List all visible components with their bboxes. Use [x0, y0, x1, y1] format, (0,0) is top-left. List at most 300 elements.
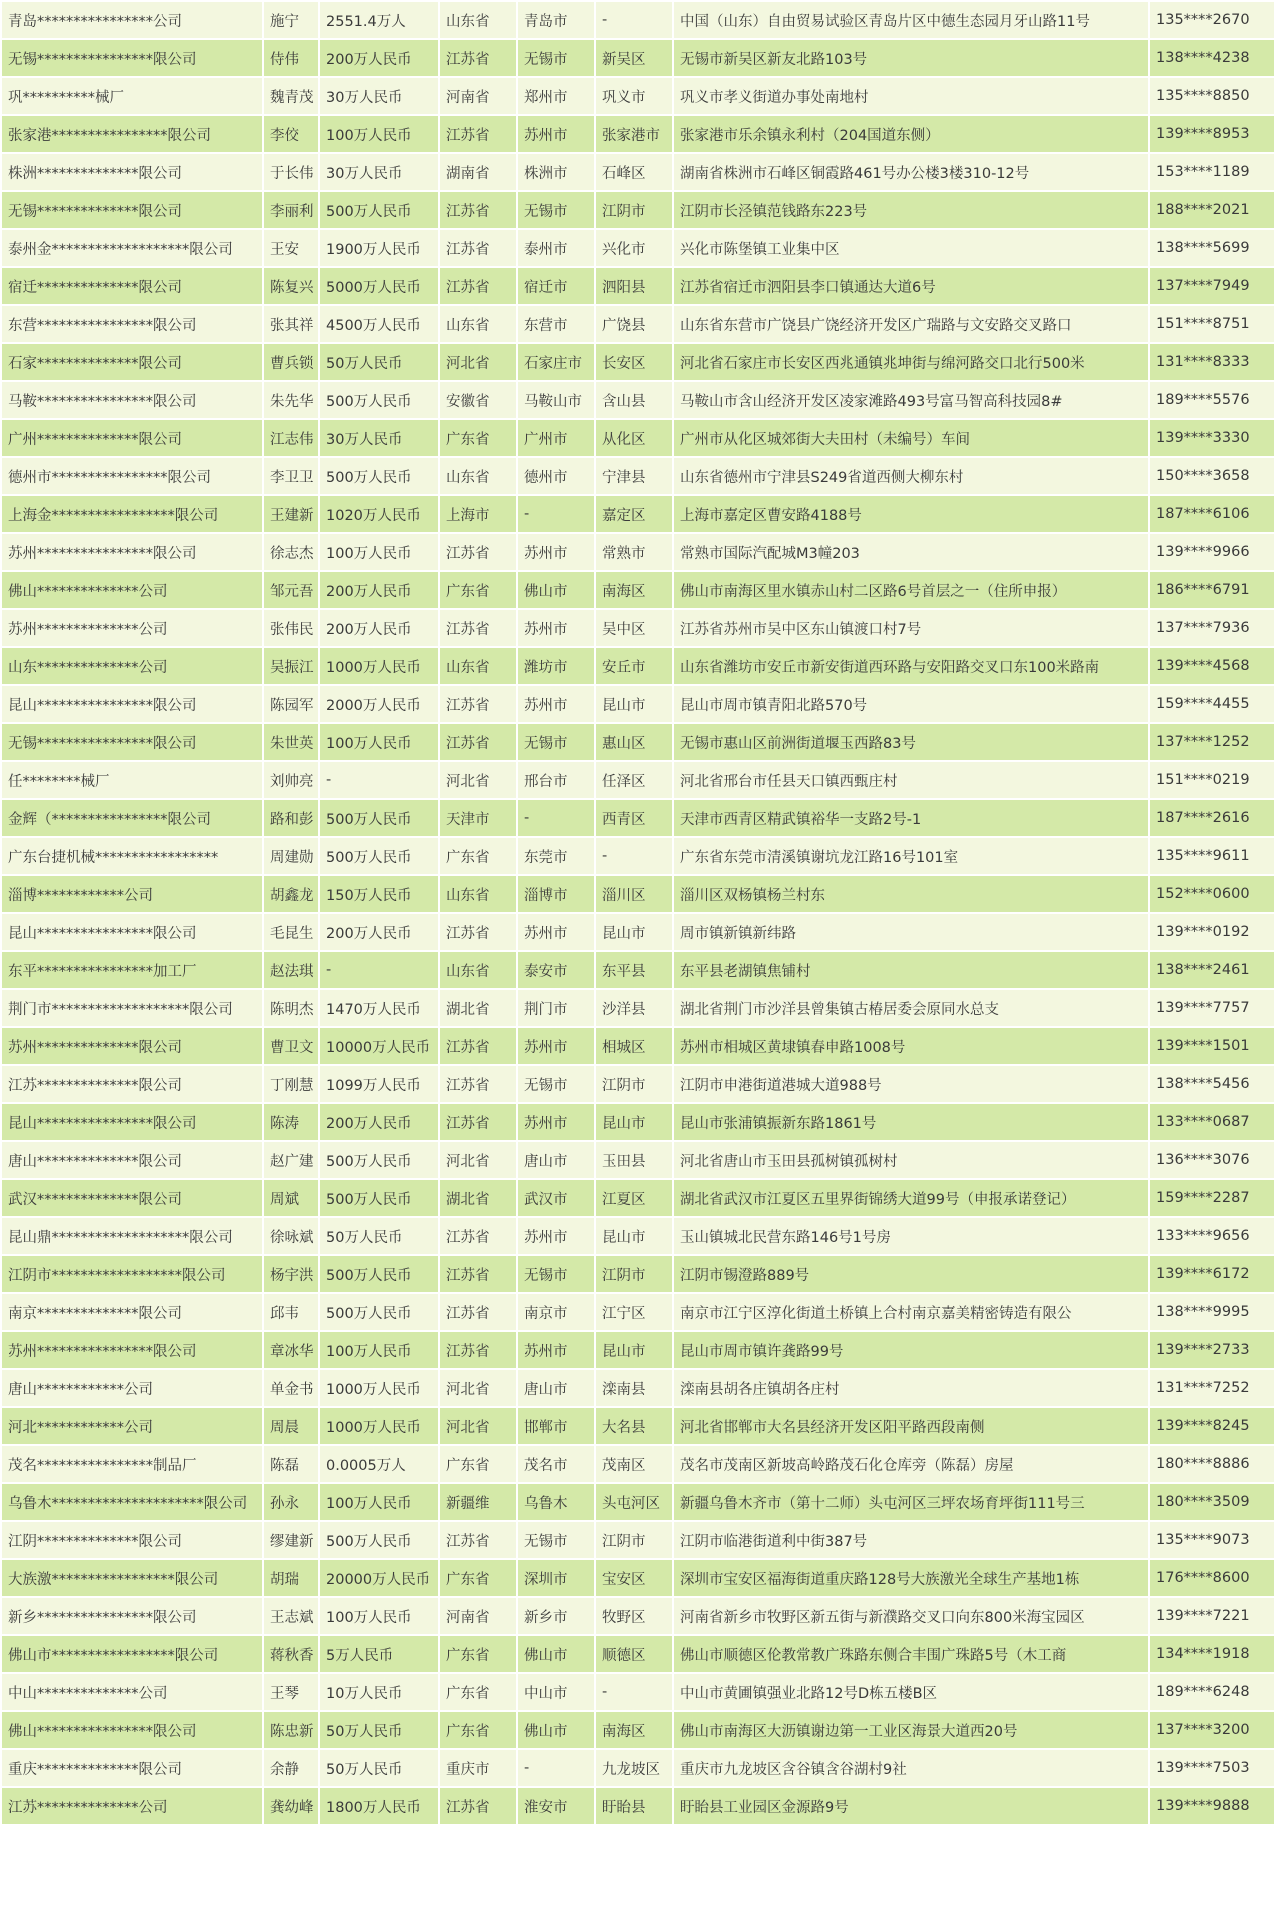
legal-rep-cell: 赵广建: [264, 1142, 318, 1178]
company-name-cell: 青岛****************公司: [2, 2, 262, 38]
province-cell: 湖北省: [440, 990, 516, 1026]
city-cell: 武汉市: [518, 1180, 594, 1216]
phone-cell: 135****2670: [1150, 2, 1274, 38]
table-row: [2, 78, 1274, 114]
province-cell: 河南省: [440, 78, 516, 114]
registered-capital-cell: 100万人民币: [320, 534, 438, 570]
registered-capital-cell: -: [320, 762, 438, 798]
address-cell: 昆山市周市镇许龚路99号: [674, 1332, 1148, 1368]
district-cell: 昆山市: [596, 1104, 672, 1140]
address-cell: 河北省邢台市任县天口镇西甄庄村: [674, 762, 1148, 798]
province-cell: 江苏省: [440, 230, 516, 266]
province-cell: 广东省: [440, 1560, 516, 1596]
address-cell: 新疆乌鲁木齐市（第十二师）头屯河区三坪农场育坪街111号三: [674, 1484, 1148, 1520]
table-row: [2, 686, 1274, 722]
registered-capital-cell: 500万人民币: [320, 1522, 438, 1558]
registered-capital-cell: 100万人民币: [320, 1484, 438, 1520]
registered-capital-cell: 500万人民币: [320, 838, 438, 874]
table-row: [2, 1598, 1274, 1634]
district-cell: 西青区: [596, 800, 672, 836]
phone-cell: 131****7252: [1150, 1370, 1274, 1406]
phone-cell: 137****1252: [1150, 724, 1274, 760]
company-name-cell: 无锡**************限公司: [2, 192, 262, 228]
address-cell: 中山市黄圃镇强业北路12号D栋五楼B区: [674, 1674, 1148, 1710]
city-cell: 唐山市: [518, 1370, 594, 1406]
district-cell: 牧野区: [596, 1598, 672, 1634]
legal-rep-cell: 单金书: [264, 1370, 318, 1406]
phone-cell: 139****7221: [1150, 1598, 1274, 1634]
address-cell: 湖南省株洲市石峰区铜霞路461号办公楼3楼310-12号: [674, 154, 1148, 190]
company-name-cell: 苏州****************限公司: [2, 1332, 262, 1368]
phone-cell: 137****3200: [1150, 1712, 1274, 1748]
district-cell: 盱眙县: [596, 1788, 672, 1824]
table-row: [2, 1370, 1274, 1406]
registered-capital-cell: 2000万人民币: [320, 686, 438, 722]
registered-capital-cell: 1800万人民币: [320, 1788, 438, 1824]
registered-capital-cell: 500万人民币: [320, 800, 438, 836]
company-name-cell: 苏州**************公司: [2, 610, 262, 646]
province-cell: 江苏省: [440, 1788, 516, 1824]
phone-cell: 189****6248: [1150, 1674, 1274, 1710]
table-row: [2, 1256, 1274, 1292]
legal-rep-cell: 曹兵锁: [264, 344, 318, 380]
address-cell: 湖北省荆门市沙洋县曾集镇古椿居委会原同水总支: [674, 990, 1148, 1026]
phone-cell: 188****2021: [1150, 192, 1274, 228]
city-cell: 无锡市: [518, 724, 594, 760]
district-cell: -: [596, 838, 672, 874]
company-name-cell: 昆山****************限公司: [2, 914, 262, 950]
city-cell: 苏州市: [518, 686, 594, 722]
address-cell: 中国（山东）自由贸易试验区青岛片区中德生态园月牙山路11号: [674, 2, 1148, 38]
city-cell: -: [518, 496, 594, 532]
district-cell: 滦南县: [596, 1370, 672, 1406]
phone-cell: 151****0219: [1150, 762, 1274, 798]
province-cell: 江苏省: [440, 116, 516, 152]
table-row: [2, 1408, 1274, 1444]
registered-capital-cell: 100万人民币: [320, 116, 438, 152]
phone-cell: 138****4238: [1150, 40, 1274, 76]
address-cell: 山东省德州市宁津县S249省道西侧大柳东村: [674, 458, 1148, 494]
address-cell: 江苏省宿迁市泗阳县李口镇通达大道6号: [674, 268, 1148, 304]
city-cell: 苏州市: [518, 1104, 594, 1140]
company-name-cell: 宿迁**************限公司: [2, 268, 262, 304]
address-cell: 深圳市宝安区福海街道重庆路128号大族激光全球生产基地1栋: [674, 1560, 1148, 1596]
district-cell: 泗阳县: [596, 268, 672, 304]
province-cell: 上海市: [440, 496, 516, 532]
address-cell: 东平县老湖镇焦铺村: [674, 952, 1148, 988]
city-cell: 广州市: [518, 420, 594, 456]
table-row: [2, 800, 1274, 836]
table-row: [2, 990, 1274, 1026]
table-body: [2, 2, 1274, 1824]
table-row: [2, 1028, 1274, 1064]
phone-cell: 150****3658: [1150, 458, 1274, 494]
table-row: [2, 1332, 1274, 1368]
city-cell: 无锡市: [518, 1522, 594, 1558]
district-cell: 大名县: [596, 1408, 672, 1444]
legal-rep-cell: 朱先华: [264, 382, 318, 418]
address-cell: 滦南县胡各庄镇胡各庄村: [674, 1370, 1148, 1406]
province-cell: 山东省: [440, 306, 516, 342]
legal-rep-cell: 周斌: [264, 1180, 318, 1216]
registered-capital-cell: 30万人民币: [320, 154, 438, 190]
city-cell: 邢台市: [518, 762, 594, 798]
registered-capital-cell: 100万人民币: [320, 724, 438, 760]
district-cell: 吴中区: [596, 610, 672, 646]
legal-rep-cell: 侍伟: [264, 40, 318, 76]
city-cell: 宿迁市: [518, 268, 594, 304]
province-cell: 广东省: [440, 1446, 516, 1482]
district-cell: 任泽区: [596, 762, 672, 798]
table-row: [2, 1522, 1274, 1558]
phone-cell: 139****9888: [1150, 1788, 1274, 1824]
table-row: [2, 1750, 1274, 1786]
city-cell: 东莞市: [518, 838, 594, 874]
legal-rep-cell: 赵法琪: [264, 952, 318, 988]
company-name-cell: 茂名****************制品厂: [2, 1446, 262, 1482]
legal-rep-cell: 龚幼峰: [264, 1788, 318, 1824]
company-name-cell: 昆山鼎*******************限公司: [2, 1218, 262, 1254]
phone-cell: 139****7503: [1150, 1750, 1274, 1786]
table-row: [2, 1636, 1274, 1672]
address-cell: 湖北省武汉市江夏区五里界街锦绣大道99号（申报承诺登记）: [674, 1180, 1148, 1216]
phone-cell: 139****4568: [1150, 648, 1274, 684]
address-cell: 江苏省苏州市吴中区东山镇渡口村7号: [674, 610, 1148, 646]
legal-rep-cell: 毛昆生: [264, 914, 318, 950]
city-cell: 佛山市: [518, 1712, 594, 1748]
phone-cell: 176****8600: [1150, 1560, 1274, 1596]
table-row: [2, 268, 1274, 304]
phone-cell: 139****6172: [1150, 1256, 1274, 1292]
table-row: [2, 420, 1274, 456]
address-cell: 盱眙县工业园区金源路9号: [674, 1788, 1148, 1824]
company-name-cell: 中山**************公司: [2, 1674, 262, 1710]
company-name-cell: 株洲**************限公司: [2, 154, 262, 190]
legal-rep-cell: 周晨: [264, 1408, 318, 1444]
company-name-cell: 新乡****************限公司: [2, 1598, 262, 1634]
district-cell: 昆山市: [596, 1218, 672, 1254]
company-name-cell: 马鞍****************限公司: [2, 382, 262, 418]
district-cell: -: [596, 2, 672, 38]
address-cell: 马鞍山市含山经济开发区凌家滩路493号富马智高科技园8#: [674, 382, 1148, 418]
district-cell: 江阴市: [596, 192, 672, 228]
registered-capital-cell: -: [320, 952, 438, 988]
city-cell: -: [518, 1750, 594, 1786]
province-cell: 天津市: [440, 800, 516, 836]
address-cell: 巩义市孝义街道办事处南地村: [674, 78, 1148, 114]
table-row: [2, 534, 1274, 570]
address-cell: 河北省邯郸市大名县经济开发区阳平路西段南侧: [674, 1408, 1148, 1444]
district-cell: 兴化市: [596, 230, 672, 266]
registered-capital-cell: 4500万人民币: [320, 306, 438, 342]
table-row: [2, 1180, 1274, 1216]
phone-cell: 131****8333: [1150, 344, 1274, 380]
address-cell: 江阴市锡澄路889号: [674, 1256, 1148, 1292]
district-cell: 巩义市: [596, 78, 672, 114]
table-row: [2, 1560, 1274, 1596]
table-row: [2, 116, 1274, 152]
address-cell: 广州市从化区城郊街大夫田村（未编号）车间: [674, 420, 1148, 456]
table-row: [2, 648, 1274, 684]
table-row: [2, 876, 1274, 912]
legal-rep-cell: 徐志杰: [264, 534, 318, 570]
city-cell: 苏州市: [518, 534, 594, 570]
province-cell: 河北省: [440, 1142, 516, 1178]
company-name-cell: 泰州金*******************限公司: [2, 230, 262, 266]
province-cell: 新疆维: [440, 1484, 516, 1520]
city-cell: 马鞍山市: [518, 382, 594, 418]
phone-cell: 180****3509: [1150, 1484, 1274, 1520]
phone-cell: 138****5456: [1150, 1066, 1274, 1102]
table-row: [2, 914, 1274, 950]
legal-rep-cell: 于长伟: [264, 154, 318, 190]
table-row: [2, 496, 1274, 532]
registered-capital-cell: 200万人民币: [320, 1104, 438, 1140]
district-cell: 茂南区: [596, 1446, 672, 1482]
company-name-cell: 昆山****************限公司: [2, 686, 262, 722]
city-cell: 淮安市: [518, 1788, 594, 1824]
address-cell: 昆山市周市镇青阳北路570号: [674, 686, 1148, 722]
legal-rep-cell: 陈复兴: [264, 268, 318, 304]
district-cell: 石峰区: [596, 154, 672, 190]
address-cell: 佛山市南海区大沥镇谢边第一工业区海景大道西20号: [674, 1712, 1148, 1748]
address-cell: 江阴市申港街道港城大道988号: [674, 1066, 1148, 1102]
registered-capital-cell: 500万人民币: [320, 1180, 438, 1216]
registered-capital-cell: 1099万人民币: [320, 1066, 438, 1102]
address-cell: 兴化市陈堡镇工业集中区: [674, 230, 1148, 266]
district-cell: 广饶县: [596, 306, 672, 342]
registered-capital-cell: 500万人民币: [320, 192, 438, 228]
city-cell: 邯郸市: [518, 1408, 594, 1444]
city-cell: 淄博市: [518, 876, 594, 912]
table-row: [2, 1674, 1274, 1710]
legal-rep-cell: 陈忠新: [264, 1712, 318, 1748]
legal-rep-cell: 李卫卫: [264, 458, 318, 494]
phone-cell: 153****1189: [1150, 154, 1274, 190]
table-row: [2, 1712, 1274, 1748]
company-name-cell: 昆山****************限公司: [2, 1104, 262, 1140]
table-row: [2, 1142, 1274, 1178]
phone-cell: 139****8953: [1150, 116, 1274, 152]
phone-cell: 135****8850: [1150, 78, 1274, 114]
province-cell: 江苏省: [440, 1104, 516, 1140]
province-cell: 江苏省: [440, 724, 516, 760]
legal-rep-cell: 陈园军: [264, 686, 318, 722]
legal-rep-cell: 章冰华: [264, 1332, 318, 1368]
phone-cell: 151****8751: [1150, 306, 1274, 342]
district-cell: 顺德区: [596, 1636, 672, 1672]
company-name-cell: 河北************公司: [2, 1408, 262, 1444]
registered-capital-cell: 30万人民币: [320, 78, 438, 114]
district-cell: 惠山区: [596, 724, 672, 760]
city-cell: 茂名市: [518, 1446, 594, 1482]
registered-capital-cell: 200万人民币: [320, 610, 438, 646]
province-cell: 江苏省: [440, 1028, 516, 1064]
registered-capital-cell: 1000万人民币: [320, 648, 438, 684]
city-cell: 石家庄市: [518, 344, 594, 380]
city-cell: 南京市: [518, 1294, 594, 1330]
district-cell: 张家港市: [596, 116, 672, 152]
legal-rep-cell: 余静: [264, 1750, 318, 1786]
table-row: [2, 724, 1274, 760]
phone-cell: 133****9656: [1150, 1218, 1274, 1254]
city-cell: 苏州市: [518, 1028, 594, 1064]
company-name-cell: 南京**************限公司: [2, 1294, 262, 1330]
province-cell: 江苏省: [440, 610, 516, 646]
address-cell: 河北省石家庄市长安区西兆通镇兆坤街与绵河路交口北行500米: [674, 344, 1148, 380]
district-cell: 昆山市: [596, 914, 672, 950]
table-row: [2, 1104, 1274, 1140]
province-cell: 河北省: [440, 344, 516, 380]
legal-rep-cell: 丁刚慧: [264, 1066, 318, 1102]
city-cell: 荆门市: [518, 990, 594, 1026]
province-cell: 湖南省: [440, 154, 516, 190]
phone-cell: 136****3076: [1150, 1142, 1274, 1178]
company-name-cell: 江苏**************限公司: [2, 1066, 262, 1102]
table-row: [2, 610, 1274, 646]
table-row: [2, 952, 1274, 988]
address-cell: 天津市西青区精武镇裕华一支路2号-1: [674, 800, 1148, 836]
city-cell: 乌鲁木: [518, 1484, 594, 1520]
legal-rep-cell: 张伟民: [264, 610, 318, 646]
province-cell: 重庆市: [440, 1750, 516, 1786]
legal-rep-cell: 王琴: [264, 1674, 318, 1710]
phone-cell: 187****2616: [1150, 800, 1274, 836]
table-row: [2, 572, 1274, 608]
district-cell: 新吴区: [596, 40, 672, 76]
legal-rep-cell: 施宁: [264, 2, 318, 38]
table-row: [2, 192, 1274, 228]
district-cell: 头屯河区: [596, 1484, 672, 1520]
address-cell: 佛山市南海区里水镇赤山村二区路6号首层之一（住所申报）: [674, 572, 1148, 608]
legal-rep-cell: 曹卫文: [264, 1028, 318, 1064]
address-cell: 河南省新乡市牧野区新五街与新濮路交叉口向东800米海宝园区: [674, 1598, 1148, 1634]
registered-capital-cell: 30万人民币: [320, 420, 438, 456]
legal-rep-cell: 孙永: [264, 1484, 318, 1520]
address-cell: 淄川区双杨镇杨兰村东: [674, 876, 1148, 912]
company-name-cell: 无锡****************限公司: [2, 40, 262, 76]
registered-capital-cell: 100万人民币: [320, 1598, 438, 1634]
city-cell: 泰安市: [518, 952, 594, 988]
phone-cell: 139****2733: [1150, 1332, 1274, 1368]
company-name-cell: 唐山************公司: [2, 1370, 262, 1406]
province-cell: 山东省: [440, 876, 516, 912]
city-cell: 佛山市: [518, 572, 594, 608]
company-name-cell: 乌鲁木*********************限公司: [2, 1484, 262, 1520]
table-row: [2, 2, 1274, 38]
registered-capital-cell: 200万人民币: [320, 40, 438, 76]
registered-capital-cell: 150万人民币: [320, 876, 438, 912]
city-cell: 无锡市: [518, 192, 594, 228]
province-cell: 广东省: [440, 420, 516, 456]
phone-cell: 159****4455: [1150, 686, 1274, 722]
city-cell: 唐山市: [518, 1142, 594, 1178]
table-row: [2, 458, 1274, 494]
address-cell: 江阴市临港街道利中街387号: [674, 1522, 1148, 1558]
province-cell: 江苏省: [440, 534, 516, 570]
district-cell: 江夏区: [596, 1180, 672, 1216]
city-cell: 苏州市: [518, 610, 594, 646]
phone-cell: 135****9611: [1150, 838, 1274, 874]
city-cell: 潍坊市: [518, 648, 594, 684]
legal-rep-cell: 蒋秋香: [264, 1636, 318, 1672]
company-name-cell: 东平****************加工厂: [2, 952, 262, 988]
address-cell: 广东省东莞市清溪镇谢坑龙江路16号101室: [674, 838, 1148, 874]
district-cell: 常熟市: [596, 534, 672, 570]
phone-cell: 139****8245: [1150, 1408, 1274, 1444]
province-cell: 广东省: [440, 838, 516, 874]
city-cell: 郑州市: [518, 78, 594, 114]
company-name-cell: 苏州****************限公司: [2, 534, 262, 570]
company-name-cell: 荆门市*******************限公司: [2, 990, 262, 1026]
registered-capital-cell: 1020万人民币: [320, 496, 438, 532]
address-cell: 玉山镇城北民营东路146号1号房: [674, 1218, 1148, 1254]
table-row: [2, 40, 1274, 76]
table-row: [2, 1218, 1274, 1254]
address-cell: 重庆市九龙坡区含谷镇含谷湖村9社: [674, 1750, 1148, 1786]
legal-rep-cell: 徐咏斌: [264, 1218, 318, 1254]
phone-cell: 137****7936: [1150, 610, 1274, 646]
district-cell: 昆山市: [596, 686, 672, 722]
registered-capital-cell: 5万人民币: [320, 1636, 438, 1672]
legal-rep-cell: 王志斌: [264, 1598, 318, 1634]
company-name-cell: 金辉（****************限公司: [2, 800, 262, 836]
phone-cell: 138****2461: [1150, 952, 1274, 988]
table-row: [2, 230, 1274, 266]
district-cell: 江阴市: [596, 1066, 672, 1102]
table-row: [2, 344, 1274, 380]
phone-cell: 135****9073: [1150, 1522, 1274, 1558]
province-cell: 江苏省: [440, 40, 516, 76]
legal-rep-cell: 胡瑞: [264, 1560, 318, 1596]
district-cell: 含山县: [596, 382, 672, 418]
phone-cell: 180****8886: [1150, 1446, 1274, 1482]
province-cell: 河北省: [440, 1370, 516, 1406]
registered-capital-cell: 5000万人民币: [320, 268, 438, 304]
legal-rep-cell: 朱世英: [264, 724, 318, 760]
address-cell: 上海市嘉定区曹安路4188号: [674, 496, 1148, 532]
city-cell: 中山市: [518, 1674, 594, 1710]
province-cell: 江苏省: [440, 1066, 516, 1102]
registered-capital-cell: 50万人民币: [320, 1750, 438, 1786]
registered-capital-cell: 1470万人民币: [320, 990, 438, 1026]
district-cell: 东平县: [596, 952, 672, 988]
table-row: [2, 1294, 1274, 1330]
district-cell: 沙洋县: [596, 990, 672, 1026]
company-name-cell: 苏州**************限公司: [2, 1028, 262, 1064]
registered-capital-cell: 200万人民币: [320, 914, 438, 950]
company-name-cell: 任********械厂: [2, 762, 262, 798]
legal-rep-cell: 路和彭: [264, 800, 318, 836]
district-cell: 从化区: [596, 420, 672, 456]
city-cell: 深圳市: [518, 1560, 594, 1596]
province-cell: 安徽省: [440, 382, 516, 418]
table-row: [2, 382, 1274, 418]
registered-capital-cell: 200万人民币: [320, 572, 438, 608]
table-row: [2, 1446, 1274, 1482]
legal-rep-cell: 江志伟: [264, 420, 318, 456]
company-name-cell: 重庆**************限公司: [2, 1750, 262, 1786]
province-cell: 江苏省: [440, 1256, 516, 1292]
registered-capital-cell: 500万人民币: [320, 382, 438, 418]
phone-cell: 138****9995: [1150, 1294, 1274, 1330]
province-cell: 山东省: [440, 952, 516, 988]
registered-capital-cell: 100万人民币: [320, 1332, 438, 1368]
province-cell: 河北省: [440, 762, 516, 798]
district-cell: 南海区: [596, 572, 672, 608]
company-name-cell: 江阴市******************限公司: [2, 1256, 262, 1292]
company-name-cell: 石家**************限公司: [2, 344, 262, 380]
